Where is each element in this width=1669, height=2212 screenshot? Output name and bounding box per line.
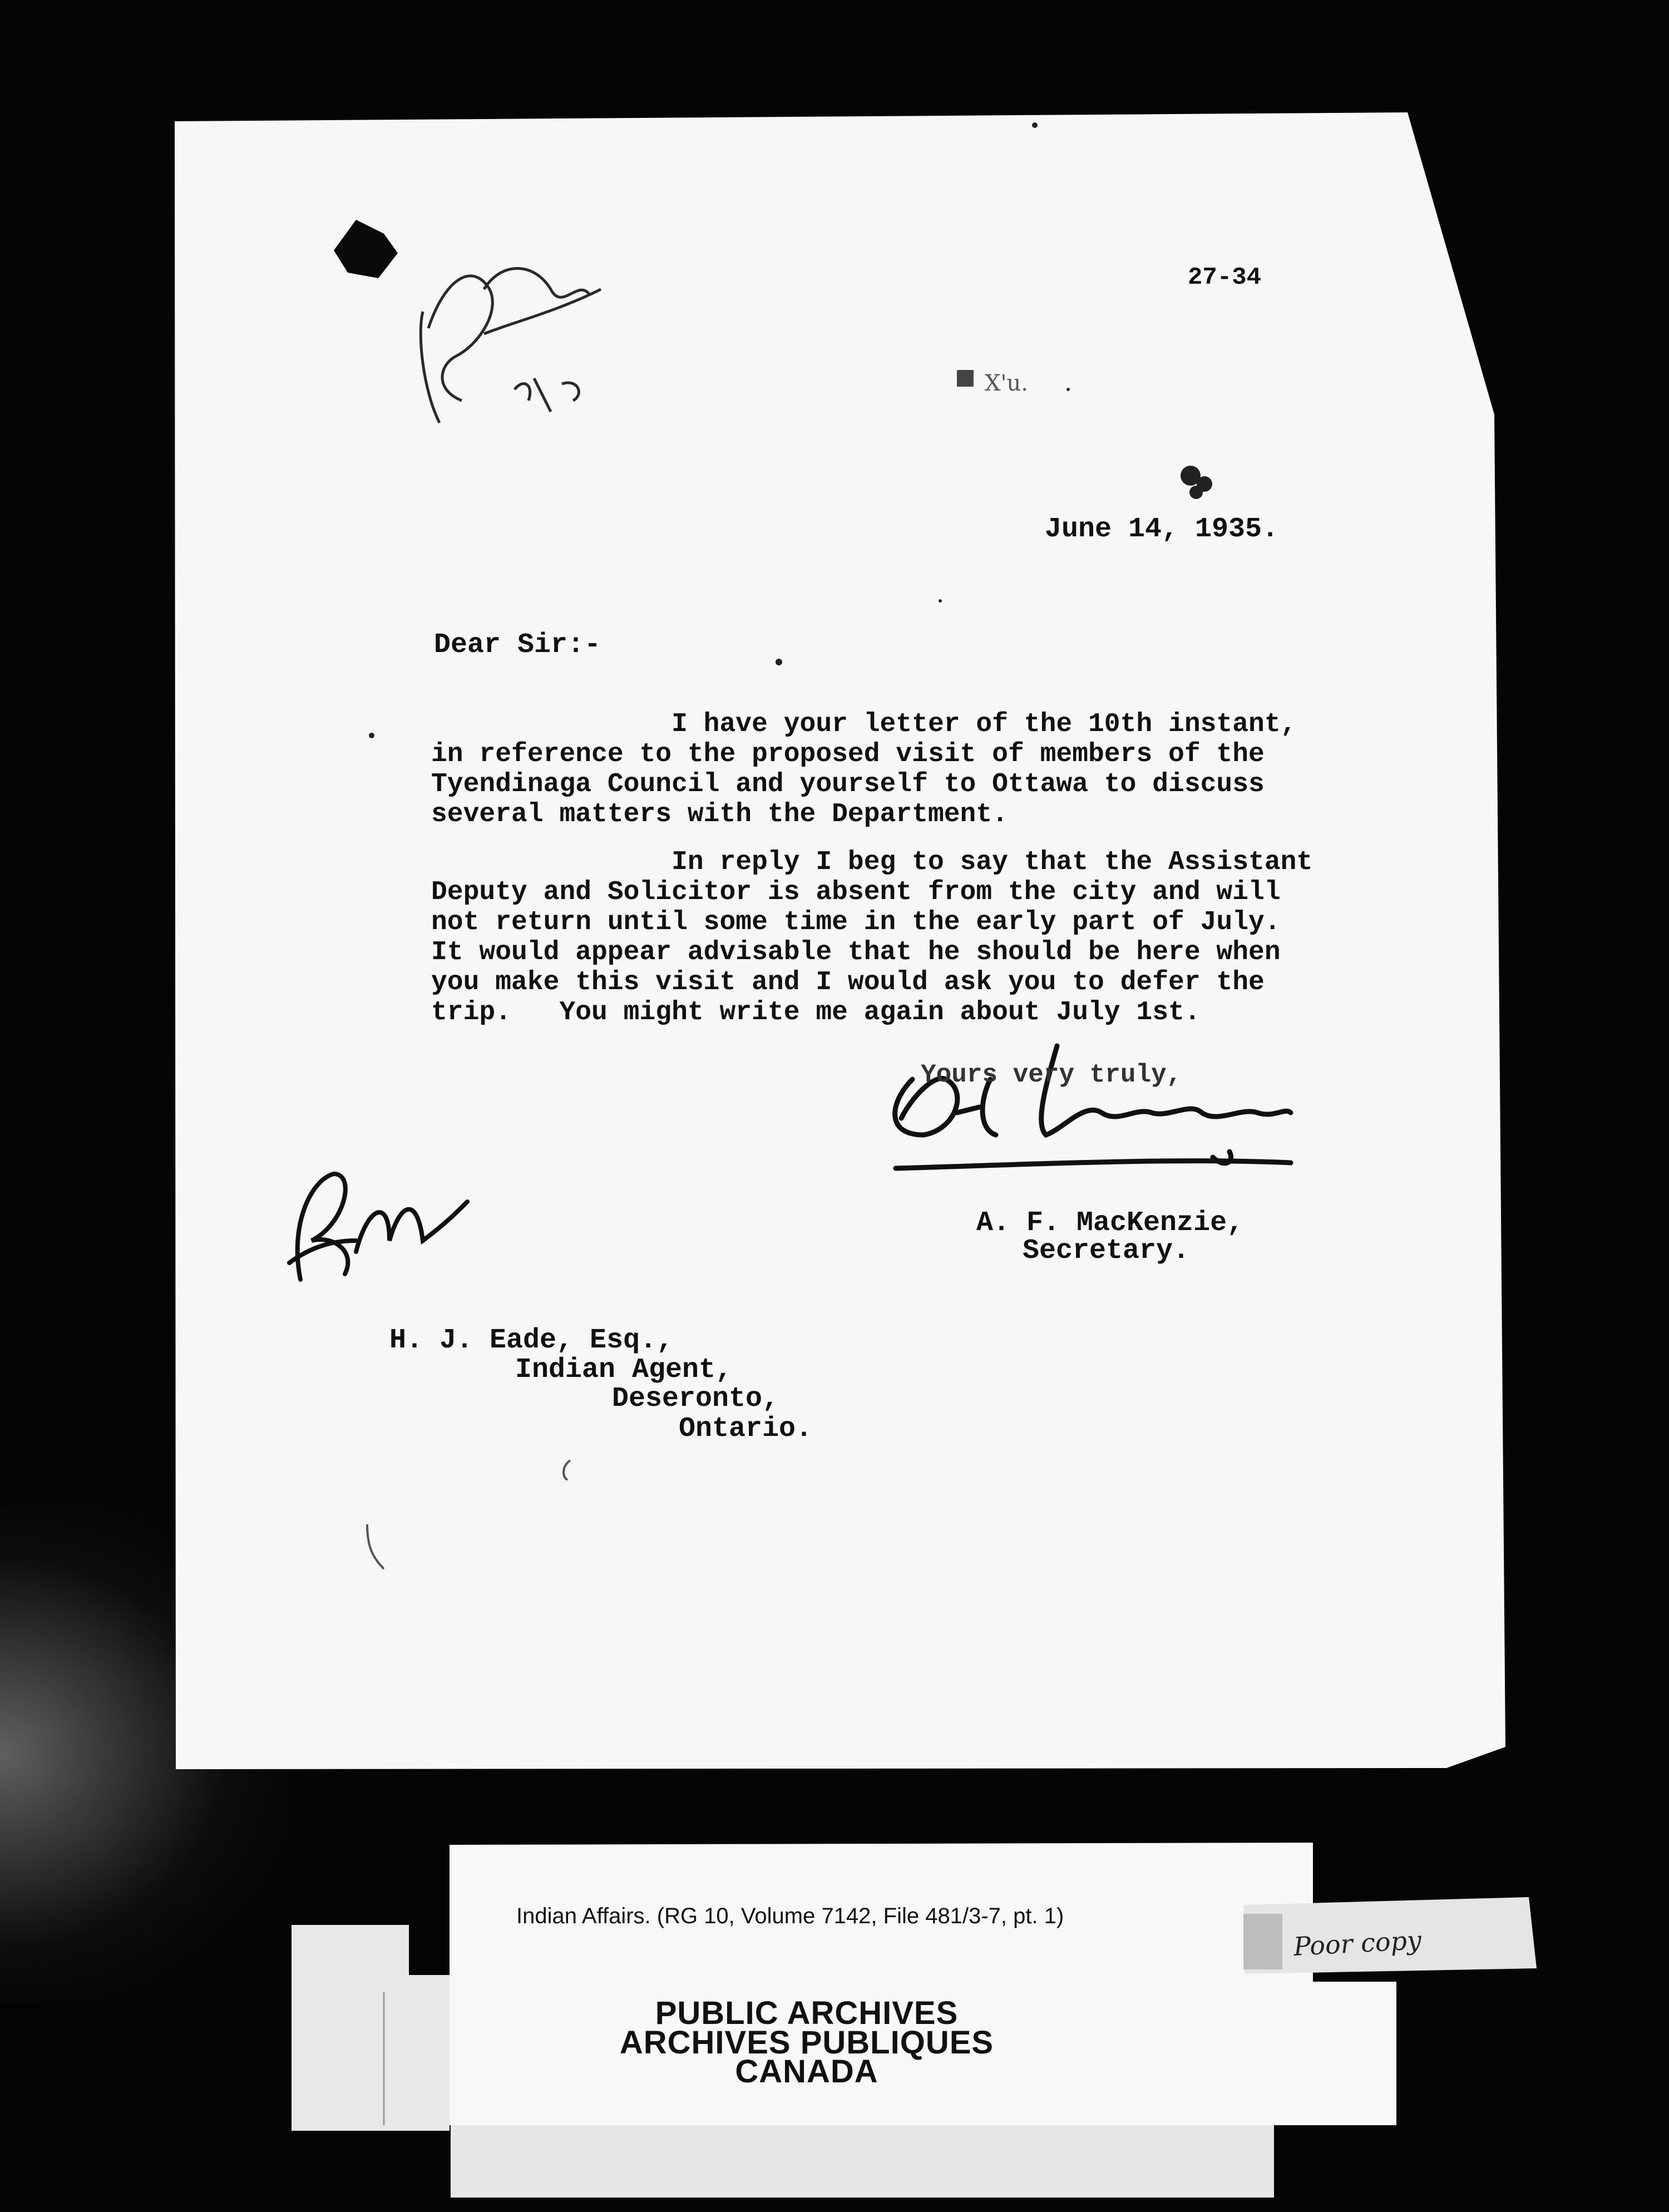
address-line: Deseronto,	[612, 1383, 779, 1415]
paragraph-1	[431, 709, 1377, 837]
paragraph-line: In reply I beg to say that the Assistant	[431, 847, 1313, 877]
archive-label-stub	[292, 1925, 450, 2131]
svg-text:X'u.: X'u.	[985, 371, 1028, 396]
paragraph-line: in reference to the proposed visit of members of the	[431, 739, 1265, 769]
paragraph-line: I have your letter of the 10th instant,	[431, 709, 1297, 739]
archive-stamp-line-2: ARCHIVES PUBLIQUES	[619, 2025, 994, 2061]
paragraph-line: several matters with the Department.	[431, 799, 1008, 830]
paragraph-line: you make this visit and I would ask you to defer the	[431, 967, 1265, 998]
address-line: Ontario.	[679, 1413, 813, 1445]
archive-stamp-line-1: PUBLIC ARCHIVES	[655, 1995, 959, 2031]
address-line: H. J. Eade, Esq.,	[389, 1325, 674, 1356]
archive-stamp-line-3: CANADA	[735, 2053, 878, 2090]
paragraph-2	[431, 847, 1377, 1036]
paragraph-line: not return until some time in the early part of July.	[431, 907, 1281, 937]
file-number: 27-34	[1188, 264, 1262, 292]
closing: Yours very truly,	[921, 1060, 1182, 1089]
salutation: Dear Sir:-	[434, 629, 601, 661]
address-line: Indian Agent,	[515, 1354, 733, 1386]
signer-title: Secretary.	[1023, 1235, 1190, 1267]
paragraph-line: Tyendinaga Council and yourself to Ottawa to discuss	[431, 769, 1265, 799]
paragraph-line: trip. You might write me again about July 1st.	[431, 998, 1201, 1028]
signer-name: A. F. MacKenzie,	[976, 1207, 1244, 1239]
archive-citation: Indian Affairs. (RG 10, Volume 7142, File 481/3-7, pt. 1)	[516, 1904, 1064, 1928]
letter-date: June 14, 1935.	[1045, 514, 1279, 545]
paragraph-line: It would appear advisable that he should be here when	[431, 937, 1281, 967]
archive-label-lower	[451, 2125, 1274, 2198]
note-tag-shadow	[1243, 1914, 1282, 1969]
note-label: Poor copy	[1292, 1925, 1423, 1962]
paragraph-line: Deputy and Solicitor is absent from the city and will	[431, 877, 1281, 907]
